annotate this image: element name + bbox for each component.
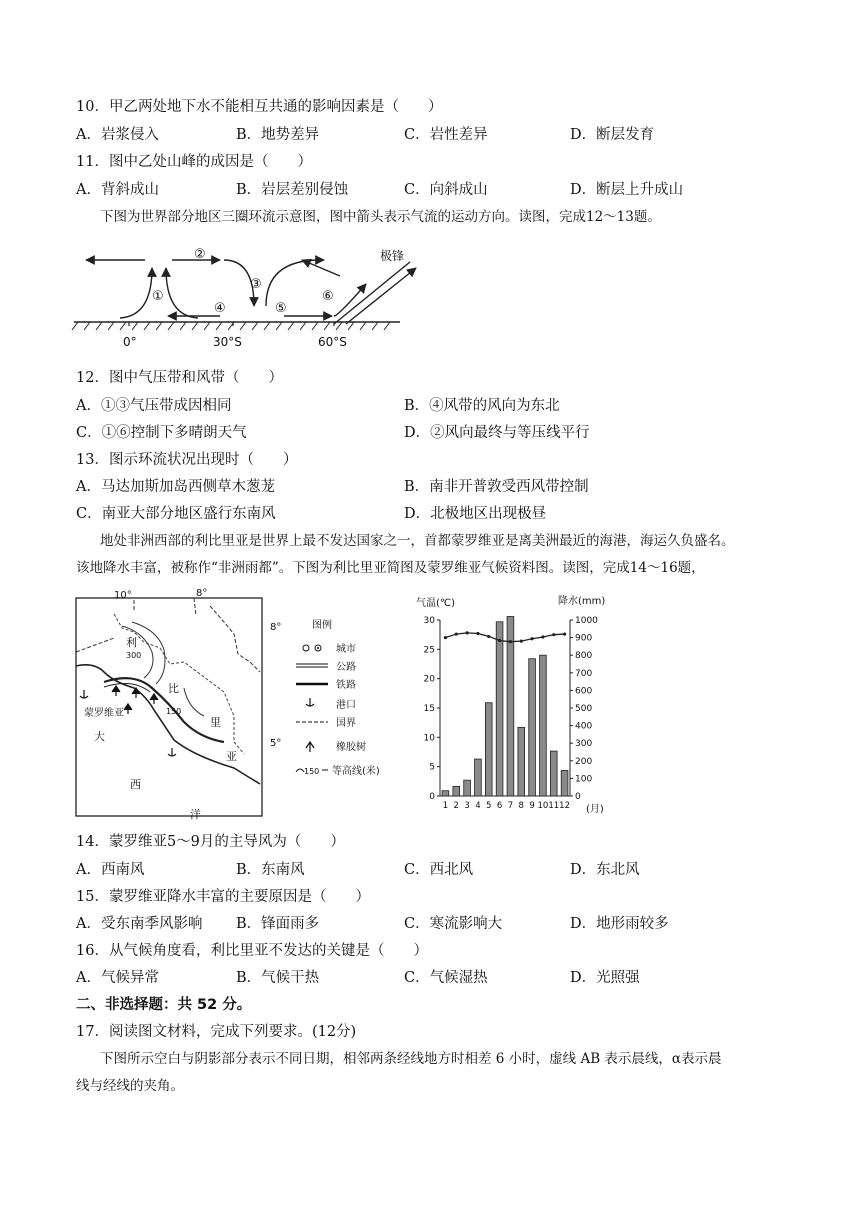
- temperature-point: [444, 636, 447, 639]
- legend-port: 港口: [336, 700, 356, 711]
- chart-month-label: 10: [537, 801, 549, 811]
- chart-month-label: 6: [496, 801, 503, 811]
- chart-left-tick-label: 15: [423, 704, 435, 714]
- chart-left-tick-label: 5: [429, 762, 435, 773]
- chart-left-tick-label: 25: [423, 645, 435, 656]
- chart-right-tick-label: 100: [575, 774, 593, 785]
- chart-month-label: 7: [507, 801, 514, 811]
- liberia-map: [74, 588, 380, 822]
- legend-railway: 铁路: [336, 680, 356, 691]
- num-5: ⑤: [275, 301, 287, 316]
- num-4: ④: [214, 301, 226, 316]
- q17-text-line2: 线与经线的夹角。: [76, 1078, 184, 1094]
- circulation-diagram: [70, 238, 430, 356]
- q11-option-b: B．岩层差别侵蚀: [236, 182, 349, 198]
- map-contour-300: 300: [126, 651, 142, 660]
- q10-stem: 10．甲乙两处地下水不能相互共通的影响因素是（ ）: [76, 99, 443, 115]
- q16-option-d: D．光照强: [570, 970, 640, 986]
- legend-contour-value: 150: [304, 767, 320, 776]
- chart-right-tick-label: 1000: [575, 616, 598, 626]
- legend-title: 图例: [312, 620, 332, 631]
- map-contour-150: 150: [166, 707, 182, 716]
- chart-left-tick-label: 20: [423, 674, 435, 685]
- q15-option-c: C．寒流影响大: [404, 916, 503, 932]
- chart-right-tick-label: 700: [575, 668, 593, 679]
- q17-stem: 17．阅读图文材料，完成下列要求。(12分): [76, 1024, 357, 1040]
- chart-right-tick-label: 600: [575, 686, 593, 697]
- precip-bar: [464, 780, 471, 796]
- precip-bar: [453, 786, 460, 796]
- q11-option-c: C．向斜成山: [404, 182, 488, 198]
- num-2: ②: [194, 247, 206, 262]
- chart-right-tick-label: 900: [575, 633, 593, 644]
- intro-14-16-line2: 该地降水丰富，被称作“非洲雨都”。下图为利比里亚简图及蒙罗维亚气候资料图。读图，完成14～16题，: [76, 560, 705, 576]
- map-lon-10: 10°: [114, 590, 132, 601]
- precip-bar: [507, 616, 514, 796]
- legend-rubber-tree: 橡胶树: [336, 742, 366, 753]
- temperature-point: [509, 640, 512, 643]
- map-lon-8b: 8°: [270, 622, 282, 633]
- chart-right-tick-label: 800: [575, 651, 593, 662]
- map-lon-8a: 8°: [196, 588, 208, 599]
- chart-left-tick-label: 30: [423, 616, 435, 626]
- temperature-line: [445, 633, 564, 642]
- map-ocean-yang: 洋: [190, 808, 201, 821]
- map-city-monrovia: 蒙罗维亚: [84, 708, 124, 719]
- chart-right-tick-label: 500: [575, 704, 593, 714]
- lat-label-60s: 60°S: [318, 335, 347, 349]
- temperature-point: [563, 632, 566, 635]
- map-char-ya: 亚: [226, 750, 237, 763]
- q16-option-c: C．气候湿热: [404, 970, 488, 986]
- chart-month-label: 11: [548, 801, 560, 811]
- map-lat-5: 5°: [270, 738, 282, 749]
- chart-month-label: 12: [559, 801, 570, 811]
- chart-month-label: 4: [475, 801, 481, 811]
- precip-bar: [550, 751, 557, 796]
- temperature-point: [530, 637, 533, 640]
- q10-option-d: D．断层发育: [570, 127, 655, 143]
- q15-option-d: D．地形雨较多: [570, 916, 669, 932]
- q14-option-a: A．西南风: [76, 862, 145, 878]
- legend-border: 国界: [336, 718, 356, 729]
- q14-option-b: B．东南风: [236, 862, 305, 878]
- num-3: ③: [250, 277, 262, 292]
- lat-label-0: 0°: [123, 335, 137, 349]
- temperature-point: [455, 632, 458, 635]
- chart-month-label: 3: [464, 801, 470, 811]
- chart-right-tick-label: 200: [575, 756, 593, 767]
- chart-left-tick-label: 10: [423, 733, 435, 744]
- q15-stem: 15．蒙罗维亚降水丰富的主要原因是（ ）: [76, 889, 370, 905]
- precip-bar: [485, 703, 492, 796]
- q12-option-d: D．②风向最终与等压线平行: [404, 425, 590, 441]
- chart-right-tick-label: 0: [575, 792, 581, 802]
- q12-option-b: B．④风带的风向为东北: [404, 398, 560, 414]
- q15-option-a: A．受东南季风影响: [76, 916, 203, 932]
- temperature-point: [552, 633, 555, 636]
- chart-month-label: 2: [453, 801, 459, 811]
- q11-stem: 11．图中乙处山峰的成因是（ ）: [76, 154, 312, 170]
- chart-right-tick-label: 400: [575, 721, 593, 732]
- temperature-point: [465, 631, 468, 634]
- precip-bar: [496, 622, 503, 796]
- precip-bar: [561, 770, 568, 796]
- section-2-heading: 二、非选择题：共 52 分。: [76, 997, 252, 1013]
- q14-option-d: D．东北风: [570, 862, 640, 878]
- legend-contour: 等高线(米): [332, 766, 380, 777]
- climate-chart: [410, 592, 622, 828]
- q14-stem: 14．蒙罗维亚5～9月的主导风为（ ）: [76, 834, 345, 850]
- chart-left-tick-label: 0: [429, 792, 435, 802]
- q12-option-c: C．①⑥控制下多晴朗天气: [76, 425, 247, 441]
- legend-road: 公路: [336, 662, 356, 673]
- q15-option-b: B．锋面雨多: [236, 916, 320, 932]
- legend-city: 城市: [336, 644, 356, 655]
- chart-month-label: 5: [486, 801, 492, 811]
- num-6: ⑥: [322, 289, 334, 304]
- precip-bar: [518, 727, 525, 796]
- lat-label-30s: 30°S: [213, 335, 242, 349]
- intro-14-16-line1: 地处非洲西部的利比里亚是世界上最不发达国家之一，首都蒙罗维亚是离美洲最近的海港，海运久负盛名。: [100, 533, 735, 549]
- q11-option-a: A．背斜成山: [76, 182, 159, 198]
- q10-option-b: B．地势差异: [236, 127, 320, 143]
- chart-right-tick-label: 300: [575, 739, 593, 750]
- q13-stem: 13．图示环流状况出现时（ ）: [76, 452, 298, 468]
- temperature-point: [541, 635, 544, 638]
- precip-bar: [529, 659, 536, 796]
- q13-option-d: D．北极地区出现极昼: [404, 506, 547, 522]
- q12-stem: 12．图中气压带和风带（ ）: [76, 370, 283, 386]
- map-char-li: 利: [126, 636, 137, 649]
- q11-option-d: D．断层上升成山: [570, 182, 684, 198]
- q10-option-a: A．岩浆侵入: [76, 127, 159, 143]
- q13-option-a: A．马达加斯加岛西侧草木葱茏: [76, 479, 275, 495]
- q10-option-c: C．岩性差异: [404, 127, 488, 143]
- temperature-point: [487, 635, 490, 638]
- chart-ylabel-left: 气温(℃): [416, 598, 456, 609]
- chart-month-label: 1: [442, 801, 449, 811]
- chart-month-label: 9: [529, 801, 535, 811]
- q13-option-c: C．南亚大部分地区盛行东南风: [76, 506, 276, 522]
- q13-option-b: B．南非开普敦受西风带控制: [404, 479, 589, 495]
- front-label: 极锋: [380, 249, 405, 263]
- precip-bar: [475, 759, 482, 796]
- chart-ylabel-right: 降水(mm): [558, 596, 606, 607]
- map-ocean-xi: 西: [130, 778, 141, 791]
- map-ocean-da: 大: [94, 730, 105, 743]
- q16-stem: 16．从气候角度看，利比里亚不发达的关键是（ ）: [76, 943, 428, 959]
- map-char-bi: 比: [168, 682, 179, 695]
- chart-month-label: 8: [518, 801, 524, 811]
- precip-bar: [540, 655, 547, 796]
- temperature-point: [498, 639, 501, 642]
- q12-option-a: A．①③气压带成因相同: [76, 398, 232, 414]
- q14-option-c: C．西北风: [404, 862, 474, 878]
- chart-xlabel: (月): [586, 804, 604, 815]
- q16-option-a: A．气候异常: [76, 970, 159, 986]
- temperature-point: [476, 632, 479, 635]
- map-char-li2: 里: [210, 716, 221, 729]
- q17-text-line1: 下图所示空白与阴影部分表示不同日期，相邻两条经线地方时相差 6 小时，虚线 AB 表示晨线，α表示晨: [100, 1051, 722, 1067]
- precip-bar: [442, 791, 449, 796]
- temperature-point: [520, 640, 523, 643]
- num-1: ①: [152, 289, 164, 304]
- q16-option-b: B．气候干热: [236, 970, 320, 986]
- intro-12-13: 下图为世界部分地区三圈环流示意图，图中箭头表示气流的运动方向。读图，完成12～13题。: [100, 209, 661, 225]
